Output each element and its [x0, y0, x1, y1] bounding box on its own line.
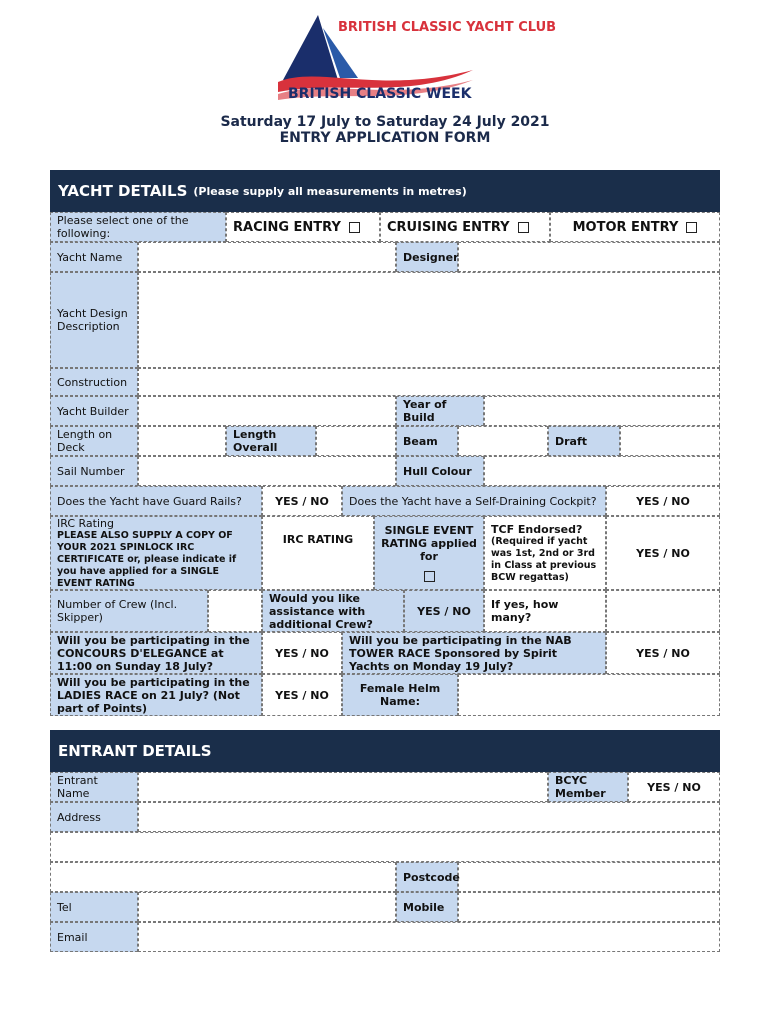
ladies-race-answer[interactable]: YES / NO	[262, 674, 342, 716]
crew-number-label: Number of Crew (Incl. Skipper)	[50, 590, 208, 632]
tel-field[interactable]	[138, 892, 396, 922]
crew-number-field[interactable]	[208, 590, 262, 632]
design-description-label: Yacht Design Description	[50, 272, 138, 368]
logo-subtitle: BRITISH CLASSIC WEEK	[288, 86, 472, 102]
beam-field[interactable]	[458, 426, 548, 456]
entrant-section-header	[50, 730, 720, 772]
mobile-field[interactable]	[458, 892, 720, 922]
yacht-section-note: (Please supply all measurements in metres)	[193, 184, 467, 198]
irc-certificate-note: PLEASE ALSO SUPPLY A COPY OF YOUR 2021 SPINLOCK IRC CERTIFICATE or, please indicate if you have applied for a SINGLE EVENT RATING	[57, 529, 237, 589]
length-on-deck-label: Length on Deck	[50, 426, 138, 456]
entry-select-label: Please select one of the following:	[50, 212, 226, 242]
ladies-race-question: Will you be participating in the LADIES RACE on 21 July? (Not part of Points)	[50, 674, 262, 716]
email-field[interactable]	[138, 922, 720, 952]
construction-label: Construction	[50, 368, 138, 396]
racing-entry-checkbox[interactable]	[349, 222, 360, 233]
cruising-entry-label: CRUISING ENTRY	[387, 219, 510, 235]
form-title: ENTRY APPLICATION FORM	[279, 130, 491, 146]
length-overall-field[interactable]	[316, 426, 396, 456]
single-event-checkbox[interactable]	[424, 571, 435, 582]
address-field-line2[interactable]	[50, 832, 720, 862]
yacht-name-label: Yacht Name	[50, 242, 138, 272]
cruising-entry-checkbox[interactable]	[518, 222, 529, 233]
irc-rating-block	[50, 516, 262, 590]
self-draining-question: Does the Yacht have a Self-Draining Cockpit?	[342, 486, 606, 516]
entrant-section-title: ENTRANT DETAILS	[58, 742, 212, 760]
tcf-endorsed-block	[484, 516, 606, 590]
self-draining-answer[interactable]: YES / NO	[606, 486, 720, 516]
assist-crew-question: Would you like assistance with additional Crew?	[262, 590, 404, 632]
how-many-field[interactable]	[606, 590, 720, 632]
bcyc-member-label: BCYC Member	[548, 772, 628, 802]
motor-entry-label: MOTOR ENTRY	[572, 219, 679, 235]
logo-club-name: BRITISH CLASSIC YACHT CLUB	[338, 20, 557, 35]
yacht-name-field[interactable]	[138, 242, 396, 272]
guard-rails-answer[interactable]: YES / NO	[262, 486, 342, 516]
year-of-build-field[interactable]	[484, 396, 720, 426]
address-label: Address	[50, 802, 138, 832]
assist-crew-answer[interactable]: YES / NO	[404, 590, 484, 632]
nab-tower-answer[interactable]: YES / NO	[606, 632, 720, 674]
entrant-name-field[interactable]	[138, 772, 548, 802]
yacht-section-header	[50, 170, 720, 212]
yacht-section-title: YACHT DETAILS	[58, 182, 188, 200]
concours-answer[interactable]: YES / NO	[262, 632, 342, 674]
concours-question: Will you be participating in the CONCOURS D'ELEGANCE at 11:00 on Sunday 18 July?	[50, 632, 262, 674]
motor-entry-checkbox[interactable]	[686, 222, 697, 233]
guard-rails-question: Does the Yacht have Guard Rails?	[50, 486, 262, 516]
postcode-label: Postcode	[396, 862, 458, 892]
hull-colour-label: Hull Colour	[396, 456, 484, 486]
cruising-entry-option[interactable]	[380, 212, 550, 242]
email-label: Email	[50, 922, 138, 952]
design-description-field[interactable]	[138, 272, 720, 368]
builder-label: Yacht Builder	[50, 396, 138, 426]
tcf-note: (Required if yacht was 1st, 2nd or 3rd in Class at previous BCW regattas)	[491, 535, 597, 583]
address-field-line1[interactable]	[138, 802, 720, 832]
tcf-answer[interactable]: YES / NO	[606, 516, 720, 590]
hull-colour-field[interactable]	[484, 456, 720, 486]
tcf-title: TCF Endorsed?	[491, 522, 583, 536]
entrant-name-label: Entrant Name	[50, 772, 138, 802]
irc-rating-label: IRC Rating	[57, 516, 114, 530]
racing-entry-option[interactable]	[226, 212, 380, 242]
draft-label: Draft	[548, 426, 620, 456]
length-overall-label: Length Overall	[226, 426, 316, 456]
sail-number-field[interactable]	[138, 456, 396, 486]
mobile-label: Mobile	[396, 892, 458, 922]
irc-rating-field[interactable]: IRC RATING	[262, 516, 374, 590]
designer-field[interactable]	[458, 242, 720, 272]
racing-entry-label: RACING ENTRY	[233, 219, 341, 235]
address-field-line3[interactable]	[50, 862, 396, 892]
draft-field[interactable]	[620, 426, 720, 456]
female-helm-field[interactable]	[458, 674, 720, 716]
builder-field[interactable]	[138, 396, 396, 426]
construction-field[interactable]	[138, 368, 720, 396]
year-of-build-label: Year of Build	[396, 396, 484, 426]
event-dates: Saturday 17 July to Saturday 24 July 2021	[220, 114, 550, 130]
tel-label: Tel	[50, 892, 138, 922]
motor-entry-option[interactable]	[550, 212, 720, 242]
single-event-label: SINGLE EVENT RATING applied for	[381, 524, 477, 563]
how-many-label: If yes, how many?	[484, 590, 606, 632]
female-helm-label: Female Helm Name:	[342, 674, 458, 716]
designer-label: Designer	[396, 242, 458, 272]
length-on-deck-field[interactable]	[138, 426, 226, 456]
nab-tower-question: Will you be participating in the NAB TOWER RACE Sponsored by Spirit Yachts on Monday 19 July?	[342, 632, 606, 674]
beam-label: Beam	[396, 426, 458, 456]
single-event-rating[interactable]	[374, 516, 484, 590]
bcyc-member-answer[interactable]: YES / NO	[628, 772, 720, 802]
postcode-field[interactable]	[458, 862, 720, 892]
sail-number-label: Sail Number	[50, 456, 138, 486]
